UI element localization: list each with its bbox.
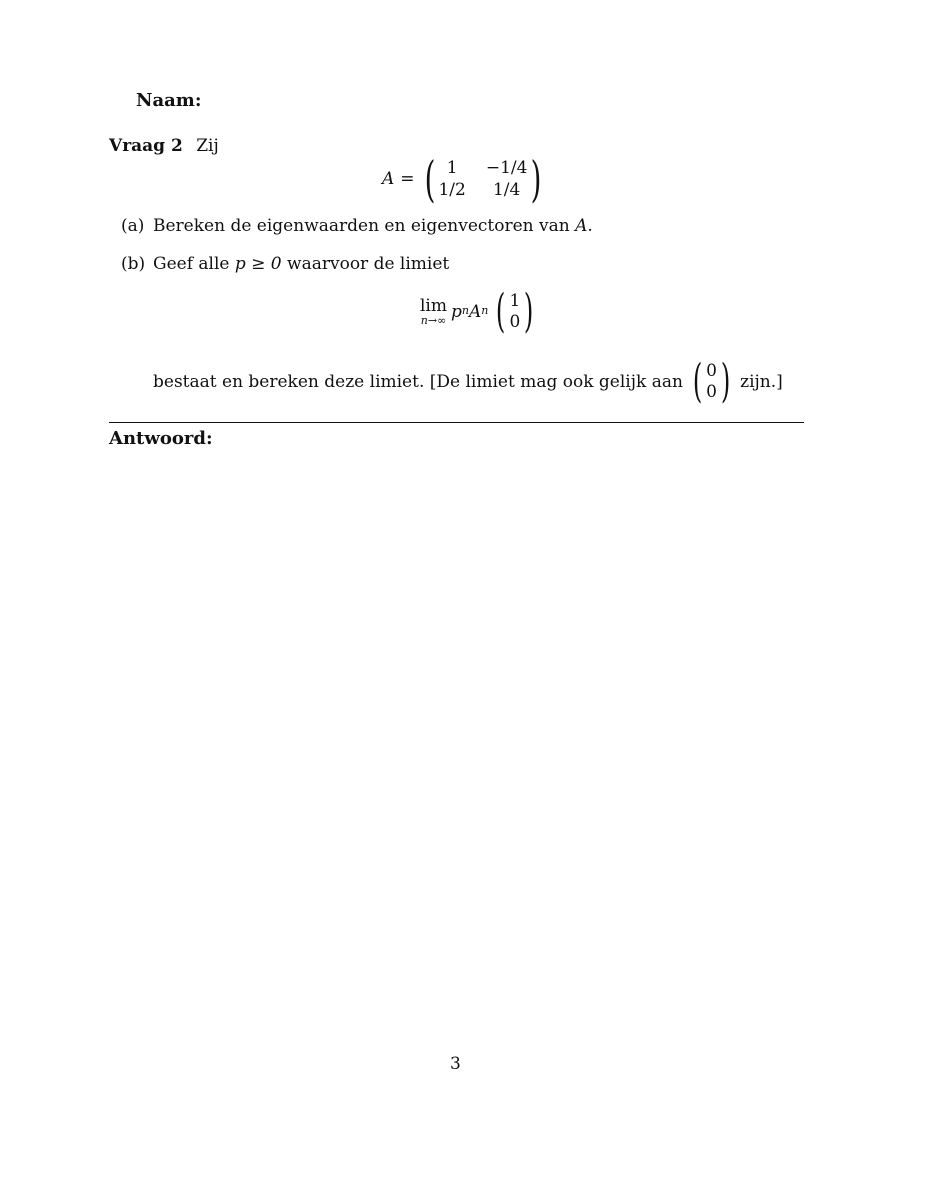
part-a-label: (a): [121, 216, 145, 236]
part-b: [121, 254, 449, 274]
limit-vector: [492, 284, 537, 339]
equals-sign: =: [400, 169, 415, 189]
matrix-entry: 1: [446, 158, 458, 178]
vector-entry: 0: [706, 361, 717, 381]
left-paren: (: [496, 284, 506, 339]
limit-p-exp: n: [461, 303, 469, 317]
question-heading: [109, 136, 219, 156]
part-b-cont-text: bestaat en bereken deze limiet. [De limiet mag ook gelijk aan: [153, 372, 683, 392]
right-paren: ): [531, 150, 542, 208]
matrix-symbol: A: [382, 169, 395, 189]
part-b-cont-end: zijn.]: [740, 372, 783, 392]
horizontal-rule: [109, 422, 804, 423]
matrix-definition: [382, 150, 545, 208]
part-b-text-before: Geef alle: [153, 254, 230, 274]
matrix-entry: 1/4: [492, 180, 521, 200]
question-intro: Zij: [196, 136, 219, 156]
vector-entries: [706, 361, 717, 403]
lim-subscript: n→∞: [420, 314, 447, 327]
part-a-end: .: [587, 216, 593, 236]
lim-word: lim: [420, 296, 447, 316]
vector-entry: 0: [509, 312, 521, 332]
lim-operator: [420, 297, 447, 327]
part-b-condition: p ≥ 0: [234, 254, 282, 274]
zero-vector: [689, 354, 734, 409]
matrix-entries: [438, 157, 527, 201]
part-a: [121, 216, 593, 236]
vector-entry: 1: [509, 291, 521, 311]
matrix-entry: −1/4: [485, 158, 528, 178]
limit-A: A: [468, 302, 482, 322]
limit-p: p: [451, 302, 462, 322]
part-a-symbol: A: [575, 216, 588, 236]
limit-expression: [420, 284, 538, 339]
part-a-text: Bereken de eigenwaarden en eigenvectoren van: [153, 216, 570, 236]
page-number: 3: [450, 1054, 461, 1074]
part-b-continuation: [153, 354, 783, 409]
name-label: Naam:: [136, 90, 202, 111]
limit-A-exp: n: [481, 303, 489, 317]
question-number: Vraag 2: [109, 136, 183, 156]
vector-entry: 0: [706, 382, 717, 402]
answer-label: Antwoord:: [109, 428, 213, 449]
right-paren: ): [524, 284, 534, 339]
left-paren: (: [692, 354, 703, 409]
part-b-text-after: waarvoor de limiet: [287, 254, 450, 274]
vector-entries: [510, 291, 521, 333]
right-paren: ): [720, 354, 731, 409]
matrix-entry: 1/2: [438, 180, 466, 200]
part-b-label: (b): [121, 254, 146, 274]
left-paren: (: [424, 150, 435, 208]
